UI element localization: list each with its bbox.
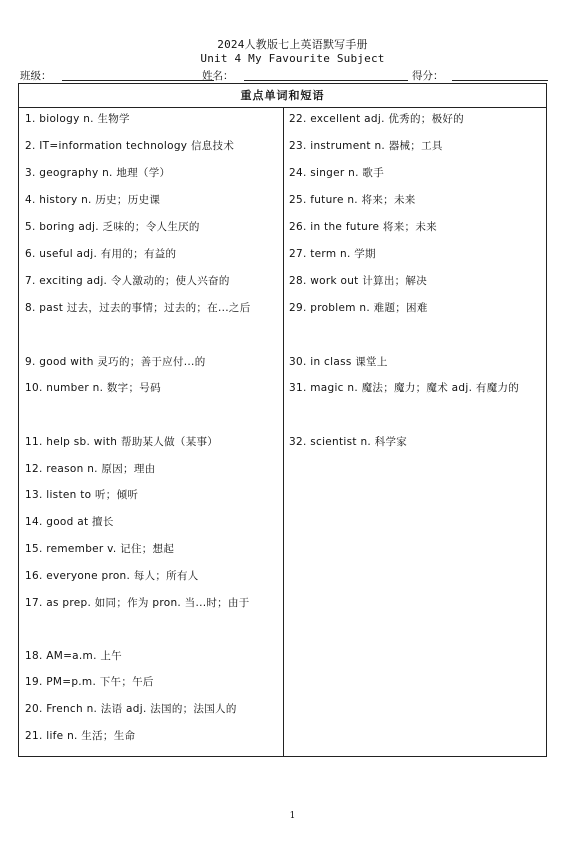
- vocab-item: 12. reason n. 原因；理由: [25, 463, 156, 475]
- class-blank[interactable]: [62, 80, 214, 81]
- vocab-item: 28. work out 计算出；解决: [289, 275, 428, 287]
- vocab-item: 23. instrument n. 器械；工具: [289, 140, 443, 152]
- score-label: 得分：: [412, 70, 444, 82]
- document-title: 2024人教版七上英语默写手册: [217, 38, 368, 51]
- vocab-item: 32. scientist n. 科学家: [289, 436, 408, 448]
- vocab-item: 9. good with 灵巧的；善于应付...的: [25, 356, 206, 368]
- vocab-item: 14. good at 擅长: [25, 516, 114, 528]
- vocab-item: 30. in class 课堂上: [289, 356, 388, 368]
- student-info-row: [20, 68, 550, 84]
- column-divider: [283, 107, 284, 756]
- name-blank[interactable]: [244, 80, 408, 81]
- vocab-item: 1. biology n. 生物学: [25, 113, 130, 125]
- vocab-item: 20. French n. 法语 adj. 法国的；法国人的: [25, 703, 237, 715]
- vocab-item: 22. excellent adj. 优秀的；极好的: [289, 113, 464, 125]
- vocab-item: 26. in the future 将来；未来: [289, 221, 437, 233]
- class-label: 班级：: [20, 70, 52, 82]
- vocab-item: 27. term n. 学期: [289, 248, 376, 260]
- vocab-item: 13. listen to 听；倾听: [25, 489, 139, 501]
- page-number: 1: [289, 811, 296, 821]
- vocab-item: 5. boring adj. 乏味的；令人生厌的: [25, 221, 200, 233]
- vocab-item: 6. useful adj. 有用的；有益的: [25, 248, 177, 260]
- vocab-item: 10. number n. 数字；号码: [25, 382, 161, 394]
- vocab-item: 24. singer n. 歌手: [289, 167, 384, 179]
- vocab-item: 29. problem n. 难题；困难: [289, 302, 428, 314]
- table-header: 重点单词和短语: [19, 84, 546, 108]
- vocabulary-table: [18, 83, 547, 757]
- vocab-item: 16. everyone pron. 每人；所有人: [25, 570, 199, 582]
- vocab-item: 3. geography n. 地理（学）: [25, 167, 171, 179]
- vocab-item: 17. as prep. 如同；作为 pron. 当...时；由于: [25, 597, 250, 609]
- score-blank[interactable]: [452, 80, 548, 81]
- vocab-item: 7. exciting adj. 令人激动的；使人兴奋的: [25, 275, 230, 287]
- vocab-item: 8. past 过去，过去的事情；过去的；在...之后: [25, 302, 251, 314]
- vocab-item: 25. future n. 将来；未来: [289, 194, 416, 206]
- vocab-item: 31. magic n. 魔法；魔力；魔术 adj. 有魔力的: [289, 382, 520, 394]
- vocab-item: 21. life n. 生活；生命: [25, 730, 136, 742]
- vocab-item: 18. AM=a.m. 上午: [25, 650, 122, 662]
- unit-subtitle: Unit 4 My Favourite Subject: [200, 52, 385, 65]
- vocab-item: 11. help sb. with 帮助某人做（某事）: [25, 436, 219, 448]
- name-label: 姓名：: [202, 70, 234, 82]
- vocab-item: 4. history n. 历史；历史课: [25, 194, 161, 206]
- vocab-item: 19. PM=p.m. 下午；午后: [25, 676, 154, 688]
- vocab-item: 15. remember v. 记住；想起: [25, 543, 175, 555]
- vocab-item: 2. IT=information technology 信息技术: [25, 140, 235, 152]
